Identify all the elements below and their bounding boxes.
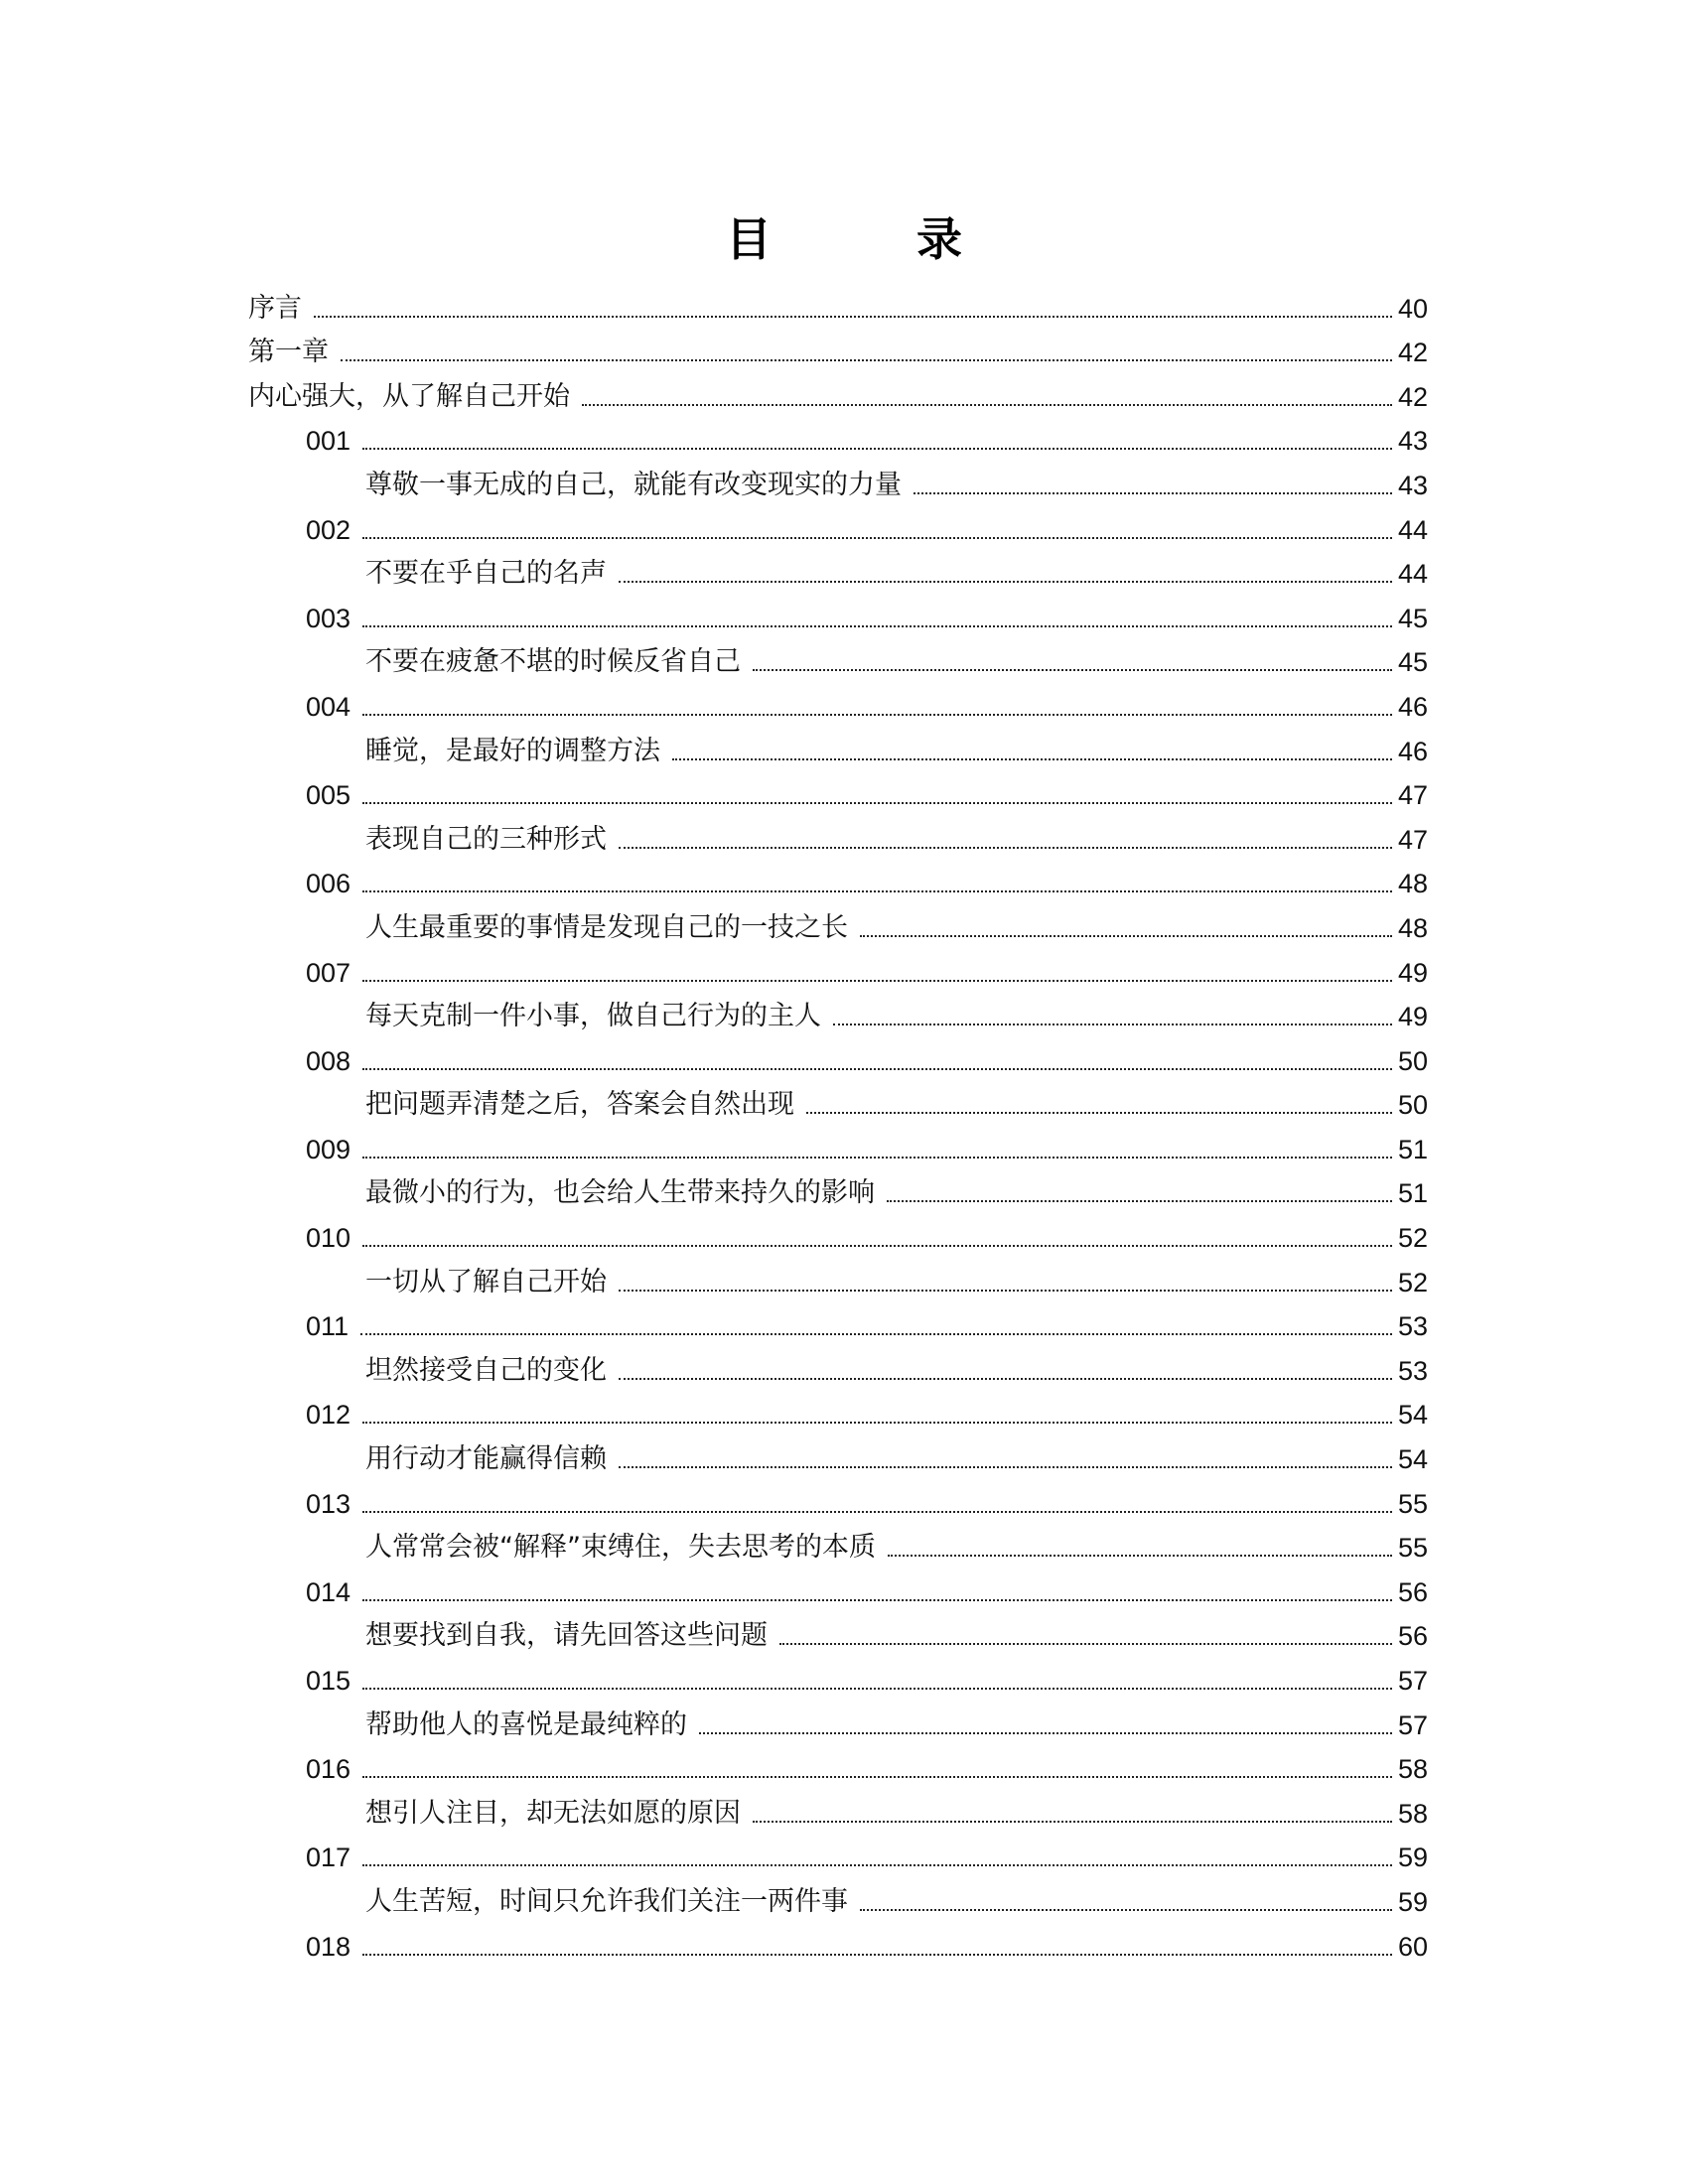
- toc-page-number: 45: [1397, 647, 1428, 678]
- toc-entry-label: 尊敬一事无成的自己，就能有改变现实的力量: [365, 469, 902, 500]
- toc-page-number: 51: [1397, 1134, 1428, 1164]
- toc-dot-leader: [779, 1643, 1392, 1645]
- toc-entry[interactable]: [248, 1476, 1428, 1521]
- toc-page-number: 42: [1397, 381, 1428, 412]
- toc-entry[interactable]: [248, 1742, 1428, 1787]
- toc-page-number: 43: [1397, 470, 1428, 500]
- toc-entry[interactable]: [248, 547, 1428, 592]
- toc-entry-label: 010: [306, 1223, 352, 1254]
- toc-dot-leader: [888, 1555, 1392, 1557]
- toc-entry-label: 人生最重要的事情是发现自己的一技之长: [365, 911, 848, 943]
- toc-dot-leader: [362, 1511, 1392, 1513]
- toc-dot-leader: [619, 581, 1392, 583]
- toc-dot-leader: [362, 1954, 1392, 1956]
- toc-page-number: 43: [1397, 426, 1428, 457]
- toc-page-number: 46: [1397, 736, 1428, 766]
- toc-entry-label: 008: [306, 1045, 352, 1076]
- toc-entry[interactable]: [248, 945, 1428, 990]
- toc-dot-leader: [360, 1333, 1392, 1335]
- toc-entry[interactable]: [248, 1609, 1428, 1654]
- toc-entry-label: 004: [306, 691, 352, 722]
- toc-entry[interactable]: [248, 502, 1428, 547]
- toc-page-number: 51: [1397, 1178, 1428, 1209]
- toc-dot-leader: [619, 1290, 1392, 1292]
- toc-page-number: 56: [1397, 1576, 1428, 1607]
- toc-dot-leader: [582, 404, 1392, 406]
- toc-entry-label: 002: [306, 514, 352, 545]
- toc-entry-label: 005: [306, 780, 352, 811]
- toc-entry-label: 不要在疲惫不堪的时候反省自己: [365, 646, 741, 678]
- toc-entry-label: 014: [306, 1576, 352, 1607]
- toc-page-number: 55: [1397, 1488, 1428, 1519]
- toc-page-number: 53: [1397, 1311, 1428, 1342]
- toc-dot-leader: [362, 1068, 1392, 1070]
- toc-entry-label: 人生苦短，时间只允许我们关注一两件事: [365, 1885, 848, 1917]
- toc-page-number: 52: [1397, 1223, 1428, 1254]
- toc-dot-leader: [362, 1245, 1392, 1247]
- toc-list: [248, 281, 1428, 1964]
- toc-entry[interactable]: [248, 1521, 1428, 1566]
- toc-entry[interactable]: [248, 812, 1428, 857]
- toc-entry[interactable]: [248, 1078, 1428, 1123]
- toc-dot-leader: [806, 1112, 1392, 1114]
- toc-entry-label: 坦然接受自己的变化: [365, 1354, 607, 1386]
- toc-entry[interactable]: [248, 635, 1428, 680]
- toc-entry-label: 每天克制一件小事，做自己行为的主人: [365, 1001, 821, 1032]
- toc-dot-leader: [860, 935, 1392, 937]
- toc-entry-label: 想要找到自我，请先回答这些问题: [365, 1620, 768, 1652]
- toc-entry[interactable]: [248, 1874, 1428, 1919]
- toc-entry[interactable]: [248, 900, 1428, 945]
- toc-entry-label: 想引人注目，却无法如愿的原因: [365, 1797, 741, 1829]
- toc-entry[interactable]: [248, 1166, 1428, 1211]
- toc-entry-label: 一切从了解自己开始: [365, 1266, 607, 1297]
- toc-dot-leader: [362, 1157, 1392, 1159]
- toc-entry-label: 第一章: [248, 337, 329, 368]
- toc-entry-label: 最微小的行为，也会给人生带来持久的影响: [365, 1177, 875, 1209]
- toc-page-number: 52: [1397, 1267, 1428, 1297]
- toc-dot-leader: [362, 1599, 1392, 1601]
- toc-page-number: 40: [1397, 293, 1428, 324]
- toc-entry[interactable]: [248, 1299, 1428, 1344]
- toc-dot-leader: [362, 1688, 1392, 1690]
- toc-dot-leader: [362, 714, 1392, 716]
- toc-entry[interactable]: [248, 1565, 1428, 1609]
- toc-entry-label: 把问题弄清楚之后，答案会自然出现: [365, 1089, 794, 1121]
- toc-entry[interactable]: [248, 1432, 1428, 1476]
- toc-dot-leader: [753, 1821, 1392, 1823]
- toc-dot-leader: [887, 1200, 1392, 1202]
- toc-entry[interactable]: [248, 1343, 1428, 1388]
- toc-entry[interactable]: [248, 679, 1428, 724]
- toc-entry-label: 011: [306, 1311, 350, 1342]
- toc-entry[interactable]: [248, 1653, 1428, 1698]
- toc-entry[interactable]: [248, 857, 1428, 901]
- toc-entry[interactable]: [248, 1122, 1428, 1166]
- toc-entry[interactable]: [248, 326, 1428, 370]
- toc-page-number: 44: [1397, 559, 1428, 590]
- toc-entry-label: 018: [306, 1931, 352, 1962]
- toc-entry[interactable]: [248, 591, 1428, 635]
- toc-entry[interactable]: [248, 1831, 1428, 1875]
- toc-page-number: 48: [1397, 869, 1428, 899]
- toc-entry-label: 睡觉，是最好的调整方法: [365, 735, 660, 766]
- toc-entry[interactable]: [248, 458, 1428, 502]
- toc-entry-label: 用行动才能赢得信赖: [365, 1443, 607, 1475]
- toc-dot-leader: [362, 802, 1392, 804]
- toc-page-number: 50: [1397, 1045, 1428, 1076]
- toc-dot-leader: [341, 359, 1392, 361]
- toc-page-number: 53: [1397, 1355, 1428, 1386]
- toc-entry-label: 013: [306, 1488, 352, 1519]
- toc-entry-label: 003: [306, 603, 352, 633]
- toc-title: 目 录: [726, 212, 1012, 266]
- toc-entry[interactable]: [248, 1210, 1428, 1255]
- toc-page-number: 50: [1397, 1090, 1428, 1121]
- toc-entry[interactable]: [248, 414, 1428, 459]
- toc-entry-label: 016: [306, 1754, 352, 1785]
- toc-dot-leader: [314, 316, 1392, 318]
- toc-dot-leader: [833, 1024, 1392, 1025]
- toc-dot-leader: [619, 847, 1392, 849]
- toc-page-number: 57: [1397, 1666, 1428, 1696]
- toc-dot-leader: [362, 890, 1392, 892]
- toc-dot-leader: [362, 1422, 1392, 1424]
- toc-page-number: 42: [1397, 338, 1428, 368]
- toc-entry[interactable]: [248, 1255, 1428, 1299]
- toc-page-number: 58: [1397, 1754, 1428, 1785]
- toc-page-number: 58: [1397, 1798, 1428, 1829]
- toc-page-number: 54: [1397, 1400, 1428, 1431]
- toc-page-number: 56: [1397, 1621, 1428, 1652]
- toc-entry[interactable]: [248, 1786, 1428, 1831]
- toc-entry-label: 017: [306, 1843, 352, 1873]
- toc-entry[interactable]: [248, 1698, 1428, 1742]
- toc-entry-label: 表现自己的三种形式: [365, 823, 607, 855]
- toc-page-number: 60: [1397, 1931, 1428, 1962]
- toc-dot-leader: [860, 1909, 1392, 1911]
- toc-page-number: 48: [1397, 912, 1428, 943]
- toc-entry[interactable]: [248, 990, 1428, 1034]
- toc-dot-leader: [362, 448, 1392, 450]
- toc-entry[interactable]: [248, 724, 1428, 768]
- toc-entry-label: 015: [306, 1666, 352, 1696]
- toc-entry[interactable]: [248, 1388, 1428, 1433]
- toc-dot-leader: [619, 1378, 1392, 1380]
- toc-entry-label: 不要在乎自己的名声: [365, 558, 607, 590]
- toc-entry-label: 009: [306, 1134, 352, 1164]
- toc-page-number: 55: [1397, 1533, 1428, 1564]
- toc-page-number: 49: [1397, 1002, 1428, 1032]
- toc-dot-leader: [362, 1776, 1392, 1778]
- toc-page-number: 49: [1397, 957, 1428, 988]
- toc-entry-label: 001: [306, 426, 352, 457]
- toc-dot-leader: [672, 758, 1392, 760]
- toc-dot-leader: [699, 1732, 1392, 1734]
- toc-page-number: 47: [1397, 780, 1428, 811]
- toc-page-number: 54: [1397, 1444, 1428, 1475]
- toc-page-number: 45: [1397, 603, 1428, 633]
- toc-entry-label: 006: [306, 869, 352, 899]
- toc-dot-leader: [362, 980, 1392, 982]
- toc-dot-leader: [619, 1466, 1392, 1468]
- toc-dot-leader: [362, 1864, 1392, 1866]
- toc-entry[interactable]: [248, 281, 1428, 326]
- toc-page-number: 44: [1397, 514, 1428, 545]
- toc-entry-label: 人常常会被“解释”束缚住，失去思考的本质: [365, 1532, 876, 1564]
- toc-entry[interactable]: [248, 1919, 1428, 1964]
- toc-page-number: 59: [1397, 1886, 1428, 1917]
- toc-dot-leader: [362, 625, 1392, 627]
- toc-page-number: 57: [1397, 1709, 1428, 1740]
- toc-entry-label: 007: [306, 957, 352, 988]
- toc-page-number: 59: [1397, 1843, 1428, 1873]
- toc-entry[interactable]: [248, 1033, 1428, 1078]
- toc-entry[interactable]: [248, 369, 1428, 414]
- toc-page-number: 46: [1397, 691, 1428, 722]
- toc-entry-label: 012: [306, 1400, 352, 1431]
- toc-entry[interactable]: [248, 768, 1428, 813]
- toc-entry-label: 内心强大，从了解自己开始: [248, 380, 570, 412]
- toc-dot-leader: [753, 669, 1392, 671]
- toc-entry-label: 帮助他人的喜悦是最纯粹的: [365, 1708, 687, 1740]
- toc-dot-leader: [362, 537, 1392, 539]
- toc-page-number: 47: [1397, 824, 1428, 855]
- toc-dot-leader: [914, 492, 1392, 494]
- toc-entry-label: 序言: [248, 292, 302, 324]
